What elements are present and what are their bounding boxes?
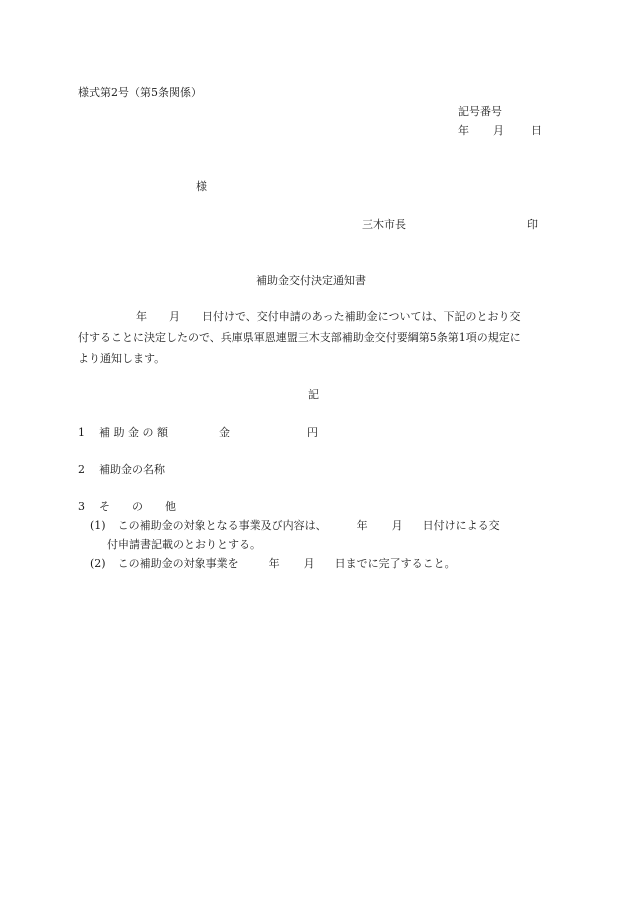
condition-text: この補助金の対象となる事業及び内容は、 xyxy=(117,519,327,532)
item-subsidy-name xyxy=(78,463,165,477)
condition-1-continued: 付申請書記載のとおりとする。 xyxy=(107,538,261,551)
item-number: 3 xyxy=(78,500,85,513)
condition-text-tail: 日付けによる交 xyxy=(422,519,500,532)
body-line-1: 年 月 日付けで、交付申請のあった補助金については、下記のとおり交 xyxy=(136,310,521,323)
document-title: 補助金交付決定通知書 xyxy=(256,274,366,287)
issue-date xyxy=(458,124,542,138)
condition-text: この補助金の対象事業を xyxy=(117,557,239,570)
condition-2 xyxy=(90,557,456,571)
condition-number: (2) xyxy=(90,557,106,570)
item-label: そ の 他 xyxy=(99,500,176,513)
amount-yen: 円 xyxy=(307,426,318,439)
ki-heading: 記 xyxy=(308,388,319,401)
condition-month: 月 xyxy=(391,519,403,532)
date-year: 年 xyxy=(458,124,469,137)
item-label: 補 助 金 の 額 xyxy=(99,426,168,439)
sender-name: 三木市長 xyxy=(362,218,406,231)
body-line-3: より通知します。 xyxy=(78,352,166,365)
condition-text-tail: 日までに完了すること。 xyxy=(334,557,456,570)
document-number-label: 記号番号 xyxy=(458,105,502,118)
form-number: 様式第2号（第5条関係） xyxy=(78,86,202,99)
condition-year: 年 xyxy=(268,557,280,570)
seal-mark: 印 xyxy=(527,218,538,231)
condition-month: 月 xyxy=(303,557,315,570)
item-label: 補助金の名称 xyxy=(99,463,165,476)
addressee-suffix: 様 xyxy=(196,180,207,193)
amount-kin: 金 xyxy=(219,426,230,439)
body-line-2: 付することに決定したので、兵庫県軍恩連盟三木支部補助金交付要綱第5条第1項の規定に xyxy=(78,331,521,344)
condition-1 xyxy=(90,519,500,533)
item-subsidy-amount xyxy=(78,426,318,440)
item-other xyxy=(78,500,176,514)
date-month: 月 xyxy=(493,124,504,137)
item-number: 1 xyxy=(78,426,85,439)
item-number: 2 xyxy=(78,463,85,476)
condition-number: (1) xyxy=(90,519,106,532)
condition-year: 年 xyxy=(356,519,368,532)
date-day: 日 xyxy=(531,124,542,137)
